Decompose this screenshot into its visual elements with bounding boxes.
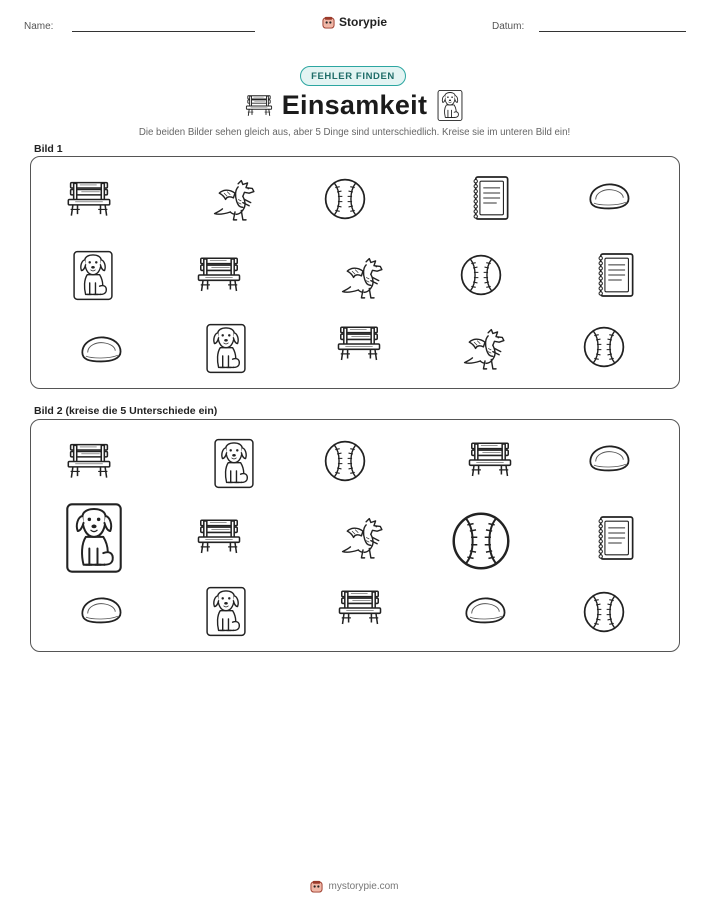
picture1-stone-icon [78,333,124,365]
storypie-logo-icon [322,16,335,29]
instructions: Die beiden Bilder sehen gleich aus, aber 5 Dinge sind unterschiedlich. Kreise sie im unteren Bild ein! [138,127,571,138]
picture2-bench-icon[interactable] [66,441,112,482]
page-title: Einsamkeit [281,90,428,120]
picture1-dragon-icon [338,257,388,301]
title-bench-icon [245,94,273,118]
picture1-bench-icon [66,179,112,220]
activity-badge: FEHLER FINDEN [300,66,406,86]
title-dog-icon [437,89,463,122]
picture2-bench-icon[interactable] [337,589,383,627]
picture2-notebook-icon[interactable] [594,514,636,562]
date-line[interactable] [539,31,686,32]
name-label: Name: [24,21,54,32]
picture1-bench-icon [196,256,242,294]
picture2-bench-icon[interactable] [196,518,242,556]
picture2-dog-icon[interactable] [64,502,124,574]
picture1-notebook-icon [594,251,636,299]
storypie-footer-logo-icon [310,880,323,893]
brand [322,15,387,29]
picture2-baseball-icon[interactable] [582,590,626,634]
picture2-label: Bild 2 (kreise die 5 Unterschiede ein) [34,405,218,417]
picture1-notebook-icon [469,174,511,222]
picture2-baseball-icon[interactable] [450,510,512,572]
picture1-dragon-icon [460,328,510,372]
picture1-dog-icon [72,250,114,301]
picture2-dog-icon[interactable] [213,438,255,489]
picture2-stone-icon[interactable] [586,442,632,474]
picture2-dog-icon[interactable] [205,586,247,637]
picture2-bench-icon[interactable] [467,441,513,479]
date-label: Datum: [492,21,525,32]
picture1-label: Bild 1 [34,143,63,155]
picture1-baseball-icon [459,253,503,297]
picture2-stone-icon[interactable] [78,594,124,626]
picture1-baseball-icon [582,325,626,369]
picture2-stone-icon[interactable] [462,594,508,626]
picture1-dog-icon [205,323,247,374]
footer-site: mystorypie.com [328,881,399,892]
brand-name: Storypie [339,15,388,29]
picture2-dragon-icon[interactable] [338,517,388,561]
footer [0,880,709,893]
picture1-dragon-icon [210,179,260,223]
picture1-stone-icon [586,180,632,212]
picture1-baseball-icon [323,177,367,221]
picture1-bench-icon [336,325,382,363]
picture2-baseball-icon[interactable] [323,439,367,483]
name-line[interactable] [72,31,255,32]
